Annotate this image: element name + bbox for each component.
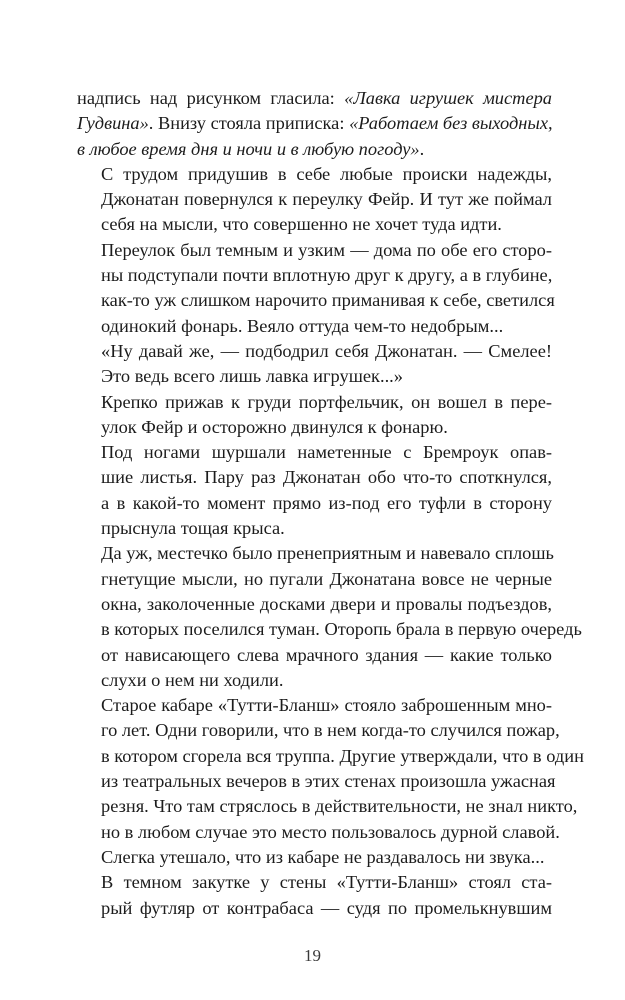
text-segment: но в любом случае это место пользовалось дурной славой. [101,821,560,842]
paragraph [77,440,552,541]
text-line [77,162,552,187]
text-segment: в котором сгорела вся труппа. Другие утверждали, что в один [101,745,584,766]
text-segment: С трудом придушив в себе любые происки надежды, [101,163,552,184]
text-line [77,415,552,440]
paragraph [77,693,584,870]
text-segment: надпись над рисунком гласила: [77,88,345,108]
text-line [77,896,552,921]
text-segment: Это ведь всего лишь лавка игрушек...» [101,366,403,387]
paragraph [77,238,555,339]
text-line [77,390,552,415]
text-segment: . Внизу стояла приписка: [148,113,350,134]
text-segment: ны подступали почти вплотную друг к другу, а в глубине, [101,265,553,286]
text-line [77,693,552,718]
text-line [77,744,584,769]
paragraph [77,390,552,441]
text-line [77,718,560,743]
text-segment: Слегка утешало, что из кабаре не раздавалось ни звука... [101,846,545,867]
text-line [77,137,552,162]
text-segment: как-то уж слишком нарочито приманивая к себе, светился [101,290,555,311]
text-line [77,288,555,313]
paragraph [77,339,552,390]
text-line [77,567,552,592]
text-line [77,187,552,212]
text-segment: Под ногами шуршали наметенные с Бремроук опав- [101,442,552,463]
paragraph [77,86,552,162]
text-segment: Джонатан повернулся к переулку Фейр. И тут же поймал [101,189,552,210]
text-segment: В темном закутке у стены «Тутти-Бланш» стоял ста- [101,872,552,893]
text-segment: го лет. Одни говорили, что в нем когда-то случился пожар, [101,720,560,741]
text-line [77,212,552,237]
text-line [77,541,552,566]
text-segment: . [419,138,425,159]
text-segment: Крепко прижав к груди портфельчик, он вошел в пере- [101,391,552,412]
text-segment: из театральных вечеров в этих стенах произошла ужасная [101,771,556,792]
italic-text: «Лавка игрушек мистера [344,88,552,108]
italic-text: Гудвина» [77,113,149,134]
text-segment: от нависающего слева мрачного здания — какие только [101,644,552,665]
text-line [77,339,552,364]
text-segment: а в какой-то момент прямо из-под его туфли в сторону [101,492,552,513]
text-segment: Да уж, местечко было пренеприятным и навевало сплошь [101,543,554,564]
text-segment: шие листья. Пару раз Джонатан обо что-то споткнулся, [101,467,552,488]
text-line [77,516,552,541]
page-number: 19 [304,946,321,965]
italic-text: в любое время дня и ночи и в любую погоду» [77,138,420,159]
text-line [77,465,552,490]
text-line [77,794,578,819]
paragraph [77,541,582,693]
text-line [77,845,552,870]
paragraph [77,162,552,238]
text-line [77,592,552,617]
text-line [77,238,552,263]
text-line [77,668,552,693]
text-line [77,643,552,668]
text-line [77,111,552,136]
text-line [77,820,560,845]
text-line [77,617,582,642]
text-line [77,364,552,389]
text-segment: в которых поселился туман. Оторопь брала в первую очередь [101,619,582,640]
italic-text: «Работаем без выходных, [349,113,553,134]
paragraph [77,870,552,921]
text-line [77,263,552,288]
text-segment: Переулок был темным и узким — дома по обе его сторо- [101,239,552,260]
text-segment: Старое кабаре «Тутти-Бланш» стояло заброшенным мно- [101,695,552,716]
text-line [77,314,552,339]
page-body-text [77,86,584,921]
text-segment: слухи о нем ни ходили. [101,669,284,690]
text-segment: себя на мысли, что совершенно не хочет туда идти. [101,214,502,235]
text-line [77,769,556,794]
text-segment: рый футляр от контрабаса — судя по промелькнувшим [101,897,552,918]
text-segment: резня. Что там стряслось в действительности, не знал никто, [101,796,578,817]
text-segment: гнетущие мысли, но пугали Джонатана вовсе не черные [101,568,552,589]
text-line [77,491,552,516]
text-segment: улок Фейр и осторожно двинулся к фонарю. [101,416,448,437]
text-segment: окна, заколоченные досками двери и провалы подъездов, [101,593,552,614]
text-line [77,86,552,111]
text-segment: «Ну давай же, — подбодрил себя Джонатан. — Смелее! [101,340,552,361]
text-line [77,870,552,895]
text-segment: прыснула тощая крыса. [101,518,285,539]
text-line [77,440,552,465]
text-segment: одинокий фонарь. Веяло оттуда чем-то недобрым... [101,315,504,336]
